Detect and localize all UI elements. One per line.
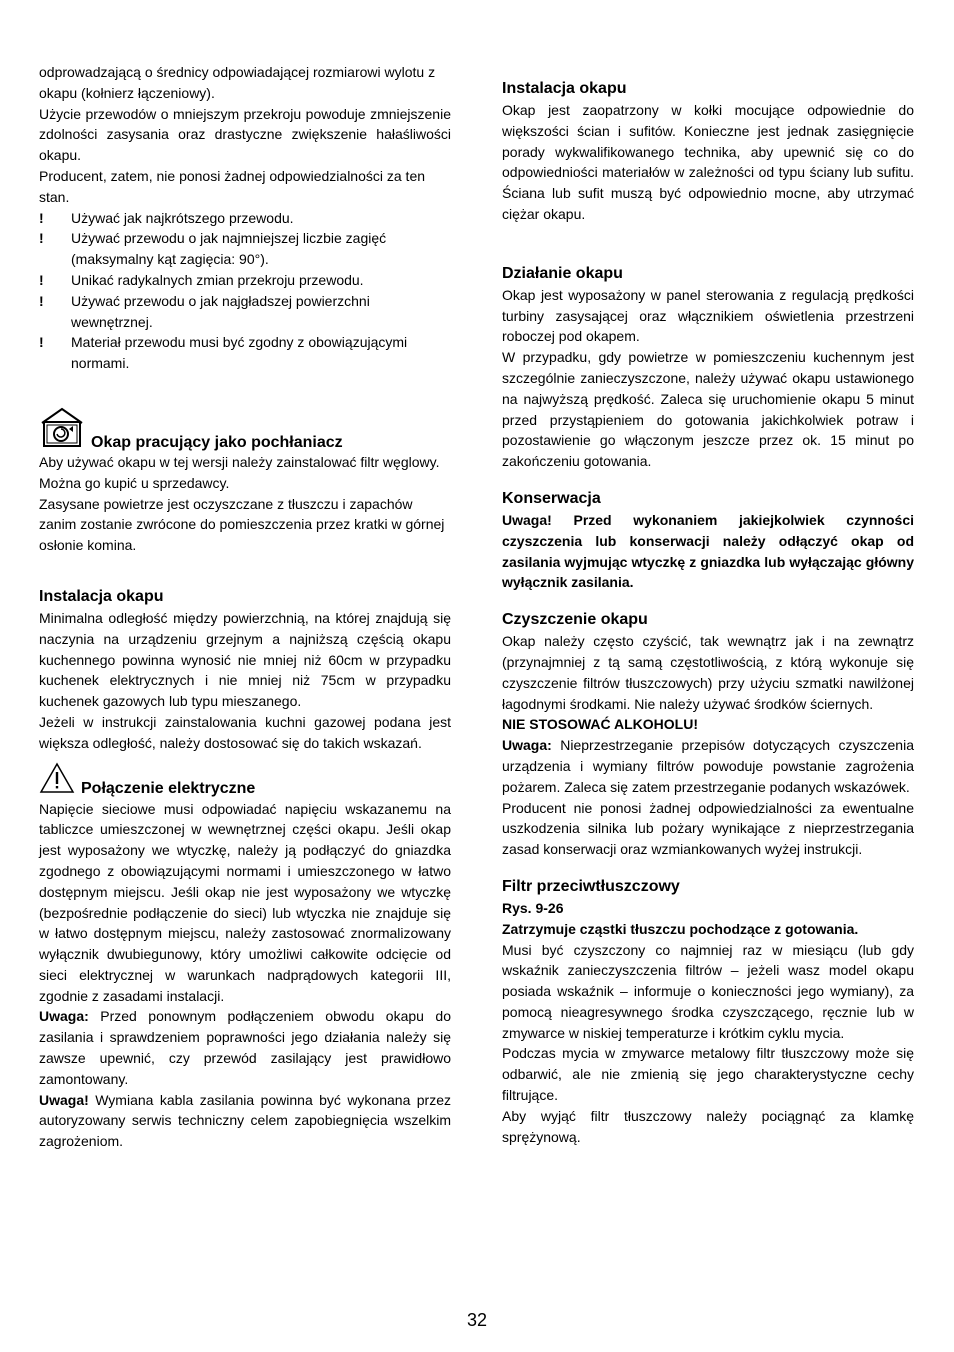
section-title: Okap pracujący jako pochłaniacz	[91, 433, 343, 451]
list-item: ! Materiał przewodu musi być zgodny z obowiązującymi normami.	[39, 334, 408, 372]
warning-paragraph: Uwaga! Wymiana kabla zasilania powinna być wykonana przez autoryzowany serwis techniczny celem zapobiegnięcia wszelkim zagrożeniom.	[39, 1091, 451, 1150]
recirculation-house-icon	[39, 407, 85, 452]
paragraph: Okap jest wyposażony w panel sterowania z regulacją prędkości turbiny zasysającej oraz włącznikiem oświetlenia przestrzeni roboczej pod okapem.	[502, 286, 914, 345]
paragraph: Okap należy często czyścić, tak wewnątrz jak i na zewnątrz (przynajmniej z tą samą częstotliwością, z którą wykonuje się czyszczenie filtrów tłuszczowych) przy użyciu szmatki nawilżonej łagodnymi środkami. Nie należy używać środków ściernych.	[502, 633, 914, 712]
warning-paragraph: Uwaga: Nieprzestrzeganie przepisów dotyczących czyszczenia urządzenia i wymiany filtrów powoduje powstanie zagrożenia pożarem. Zaleca się zatem przestrzeganie podanych wskazówek.	[502, 737, 914, 795]
section-title: Działanie okapu	[502, 264, 623, 282]
paragraph: W przypadku, gdy powietrze w pomieszczeniu kuchennym jest szczególnie zanieczyszczone, należy używać okapu ustawionego na najwyższą prędkość. Zaleca się uruchomienie okapu 5 minut przed przystąpieniem do gotowania jakichkolwiek potraw i pozostawienie go włączonym jeszcze przez ok. 15 minut po zakończeniu gotowania.	[502, 349, 914, 470]
exclamation-mark: !	[39, 271, 44, 288]
exclamation-mark: !	[39, 230, 44, 247]
right-column	[502, 78, 914, 1147]
intro-paragraph: Użycie przewodów o mniejszym przekroju powoduje zmniejszenie zdolności zasysania oraz drastyczne zwiększenie hałaśliwości okapu.	[39, 105, 451, 164]
section-title: Filtr przeciwtłuszczowy	[502, 877, 680, 895]
section-subtitle: Zatrzymuje cząstki tłuszczu pochodzące z gotowania.	[502, 920, 859, 937]
section-title: Instalacja okapu	[502, 80, 627, 97]
filter-mode-heading	[39, 407, 451, 452]
exclamation-mark: !	[39, 334, 44, 351]
no-alcohol-warning: NIE STOSOWAĆ ALKOHOLU!	[502, 716, 698, 733]
paragraph: Można go kupić u sprzedawcy.	[39, 474, 230, 491]
paragraph: Aby wyjąć filtr tłuszczowy należy pociągnąć za klamkę sprężynową.	[502, 1107, 914, 1145]
section-title: Połączenie elektryczne	[81, 779, 256, 797]
section-title: Instalacja okapu	[39, 587, 164, 605]
paragraph: Musi być czyszczony co najmniej raz w miesiącu (lub gdy wskaźnik zanieczyszczenia filtrów – jeżeli wasz model okapu posiada wskaźnik – informuje o konieczności jego wymiany), za pomocą nieagresywnego środka czyszczącego, ręcznie lub w zmywarce w niskiej temperaturze i krótkim cyklu mycia.	[502, 941, 914, 1041]
paragraph: Aby używać okapu w tej wersji należy zainstalować filtr węglowy.	[39, 453, 440, 470]
paragraph: Jeżeli w instrukcji zainstalowania kuchni gazowej podana jest większa odległość, należy dostosować się do takich wskazań.	[39, 713, 451, 751]
paragraph: Producent nie ponosi żadnej odpowiedzialności za ewentualne uszkodzenia silnika lub pożary wynikające z nieprzestrzegania zasad konserwacji oraz wzmiankowanych wyżej instrukcji.	[502, 799, 914, 858]
section-title: Konserwacja	[502, 489, 601, 507]
figure-reference: Rys. 9-26	[502, 899, 564, 916]
duct-rules-list	[39, 208, 451, 374]
list-item: ! Używać przewodu o jak najmniejszej liczbie zagięć (maksymalny kąt zagięcia: 90°).	[39, 230, 387, 268]
exclamation-mark: !	[39, 292, 44, 309]
list-item: ! Używać jak najkrótszego przewodu.	[39, 208, 451, 229]
intro-paragraph: odprowadzającą o średnicy odpowiadającej rozmiarowi wylotu z okapu (kołnierz łączeniowy).	[39, 64, 436, 101]
section-title: Czyszczenie okapu	[502, 611, 648, 629]
intro-paragraph: Producent, zatem, nie ponosi żadnej odpowiedzialności za ten stan.	[39, 167, 426, 205]
paragraph: Zasysane powietrze jest oczyszczane z tłuszczu i zapachów zanim zostanie zwrócone do pomieszczenia przez kratki w górnej osłonie komina.	[39, 495, 445, 554]
paragraph: Podczas mycia w zmywarce metalowy filtr tłuszczowy może się odbarwić, ale nie zmienią się jego charakterystyczne cechy filtrujące.	[502, 1045, 914, 1104]
warning-triangle-icon	[39, 762, 75, 799]
page-number: 32	[466, 1310, 488, 1330]
warning-paragraph: Uwaga: Przed ponownym podłączeniem obwodu okapu do zasilania i sprawdzeniem poprawności jego działania należy się zawsze upewnić, czy przewód zasilający jest prawidłowo zamontowany.	[39, 1008, 451, 1087]
list-item: ! Używać przewodu o jak najgładszej powierzchni wewnętrznej.	[39, 292, 370, 330]
left-column	[39, 62, 451, 1152]
electrical-heading	[39, 762, 451, 799]
paragraph: Napięcie sieciowe musi odpowiadać napięciu wskazanemu na tabliczce umieszczonej w wewnętrznej części okapu. Jeśli okap jest wyposażony we wtyczkę, należy ją podłączyć do gniazdka zgodnego z obowiązującymi normami i umieszczonego w łatwo dostępnym miejscu. Jeśli okap nie jest wyposażony we wtyczkę (bezpośrednie podłączenie do sieci) lub wtyczka nie znajduje się w łatwo dostępnym miejscu, należy zastosować znormalizowany wyłącznik dwubiegunowy, który umożliwi całkowite odcięcie od sieci elektrycznej w warunkach nadprądowych kategorii III, zgodnie z zasadami instalacji.	[39, 800, 451, 1004]
paragraph: Okap jest zaopatrzony w kołki mocujące odpowiednie do większości ścian i sufitów. Konieczne jest jednak zasięgnięcie porady wykwalifikowanego technika, aby upewnić się co do odpowiedniości materiałów w zależności od typu ściany lub sufitu. Ściana lub sufit muszą być odpowiednio mocne, aby utrzymać ciężar okapu.	[502, 102, 914, 222]
list-item: ! Unikać radykalnych zmian przekroju przewodu.	[39, 270, 451, 291]
paragraph: Minimalna odległość między powierzchnią, na której znajdują się naczynia na urządzeniu grzejnym a najniższą częścią okapu kuchennego powinna wynosić nie mniej niż 60cm w przypadku kuchenek elektrycznych i nie mniej niż 75cm w przypadku kuchenek gazowych lub typu mieszanego.	[39, 609, 451, 710]
exclamation-mark: !	[39, 209, 44, 226]
warning-paragraph: Uwaga! Przed wykonaniem jakiejkolwiek czynności czyszczenia lub konserwacji należy odłączyć okap od zasilania wyjmując wtyczkę z gniazdka lub wyłączając główny wyłącznik zasilania.	[502, 511, 914, 591]
